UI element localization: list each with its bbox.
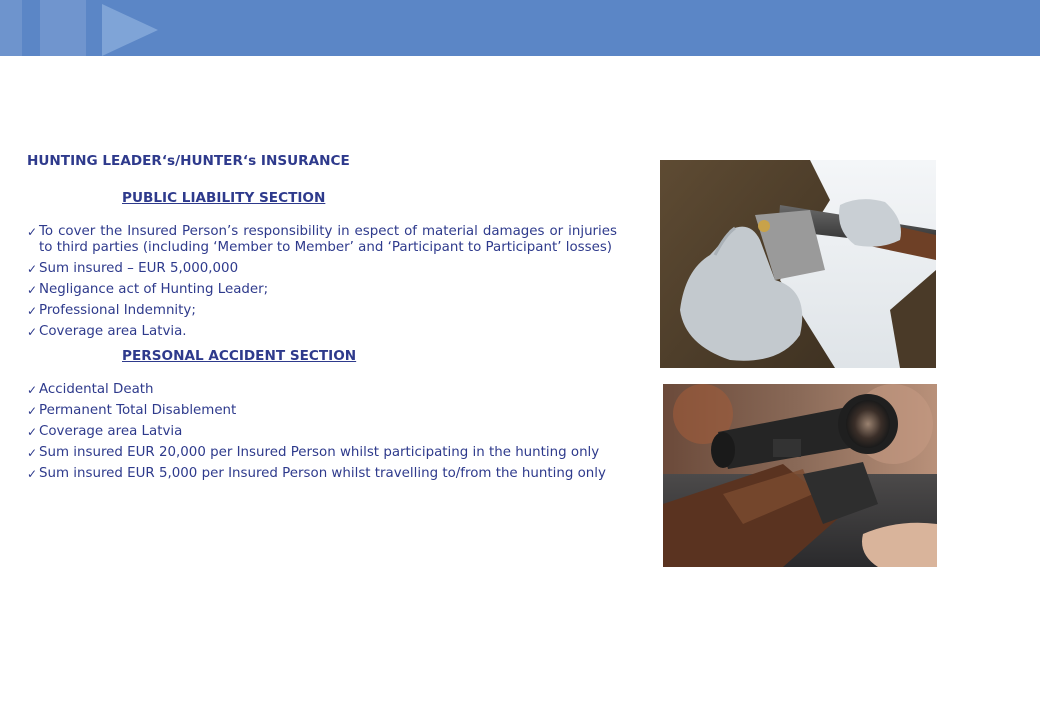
check-icon: ✓ xyxy=(27,383,38,397)
header-bar xyxy=(0,0,1040,56)
check-icon: ✓ xyxy=(27,404,38,418)
section-heading-public-liability: PUBLIC LIABILITY SECTION xyxy=(122,190,326,206)
list-item-text: Professional Indemnity; xyxy=(39,303,196,318)
list-item xyxy=(27,261,617,277)
list-item xyxy=(27,382,617,398)
document-body xyxy=(27,150,617,487)
list-item xyxy=(27,424,617,440)
check-icon: ✓ xyxy=(27,304,38,318)
list-item xyxy=(27,303,617,319)
list-item-text: Accidental Death xyxy=(39,382,154,397)
list-item-text: Coverage area Latvia xyxy=(39,424,183,439)
list-item-text: Sum insured EUR 20,000 per Insured Person whilst participating in the hunting only xyxy=(39,445,600,460)
section-heading-personal-accident: PERSONAL ACCIDENT SECTION xyxy=(122,348,357,364)
header-logo-shapes xyxy=(0,0,1040,56)
list-item-text: Permanent Total Disablement xyxy=(39,403,237,418)
list-item xyxy=(27,445,617,461)
list-item xyxy=(27,224,617,256)
photo-rifle-scope xyxy=(663,384,937,567)
list-item-text: Negligance act of Hunting Leader; xyxy=(39,282,269,297)
public-liability-list xyxy=(27,224,617,340)
list-item xyxy=(27,282,617,298)
check-icon: ✓ xyxy=(27,425,38,439)
list-item-text: Coverage area Latvia. xyxy=(39,324,187,339)
list-item-text: Sum insured – EUR 5,000,000 xyxy=(39,261,239,276)
check-icon: ✓ xyxy=(27,325,38,339)
check-icon: ✓ xyxy=(27,283,38,297)
check-icon: ✓ xyxy=(27,262,38,276)
personal-accident-list xyxy=(27,382,617,482)
list-item xyxy=(27,324,617,340)
photo-shotgun-loading xyxy=(660,160,936,368)
list-item xyxy=(27,403,617,419)
page-title: HUNTING LEADER‘s/HUNTER‘s INSURANCE xyxy=(27,153,350,169)
check-icon: ✓ xyxy=(27,225,38,239)
check-icon: ✓ xyxy=(27,467,38,481)
list-item-text: To cover the Insured Person’s responsibility in espect of material damages or injuries to third parties (including ‘Member to Member’ and ‘Participant to Participant’ losses) xyxy=(39,224,617,255)
check-icon: ✓ xyxy=(27,446,38,460)
list-item-text: Sum insured EUR 5,000 per Insured Person whilst travelling to/from the hunting only xyxy=(39,466,606,481)
list-item xyxy=(27,466,617,482)
